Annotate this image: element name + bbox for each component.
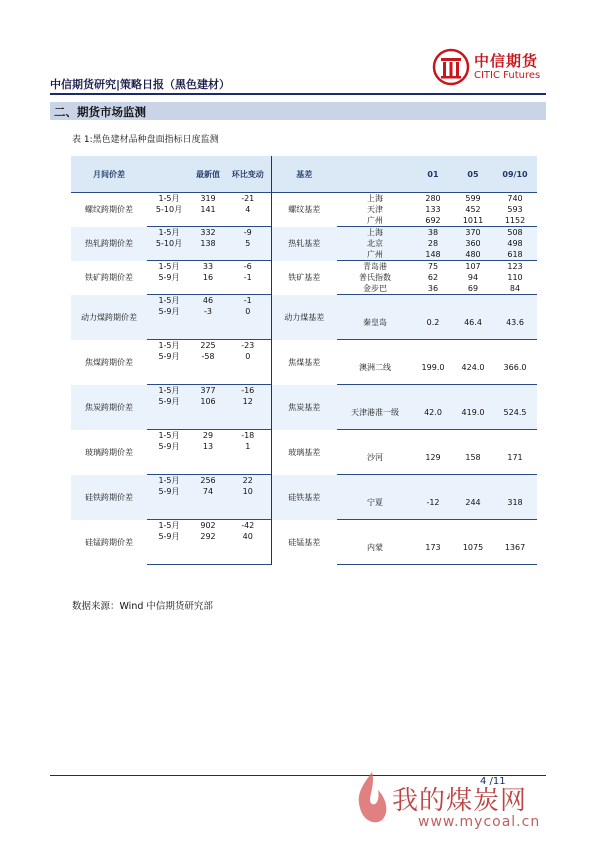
spread-change: -1 xyxy=(225,295,271,307)
basis-location: 澳洲二线 xyxy=(359,363,391,372)
basis-0910: 123 xyxy=(507,262,523,271)
basis-05 xyxy=(453,373,493,385)
basis-01 xyxy=(413,418,453,430)
basis-0910 xyxy=(493,475,537,487)
basis-location xyxy=(337,373,413,385)
spread-period: 1-5月 xyxy=(147,295,191,307)
basis-0910 xyxy=(493,351,537,362)
basis-01: 129 xyxy=(425,453,441,462)
basis-0910 xyxy=(493,553,537,565)
spread-change: -21 xyxy=(241,194,255,203)
monitor-table xyxy=(71,156,537,565)
basis-05: 69 xyxy=(453,283,493,295)
basis-01: 75 xyxy=(427,262,439,271)
basis-location: 普氏指数 xyxy=(359,273,391,282)
basis-location xyxy=(337,508,413,520)
spread-change: -1 xyxy=(243,273,252,282)
basis-0910 xyxy=(493,430,537,442)
basis-0910: 318 xyxy=(493,497,537,508)
spread-period: 5-10月 xyxy=(155,205,183,214)
spread-change xyxy=(225,463,271,475)
basis-0910: 498 xyxy=(493,238,537,249)
basis-name: 硅锰基差 xyxy=(271,520,337,565)
spread-latest xyxy=(191,508,225,520)
spread-period: 5-9月 xyxy=(147,396,191,407)
basis-05: 424.0 xyxy=(461,363,485,372)
basis-01: -12 xyxy=(413,497,453,508)
basis-name: 硅铁基差 xyxy=(271,475,337,520)
basis-05: 1075 xyxy=(462,543,484,552)
basis-0910: 524.5 xyxy=(493,407,537,418)
spread-latest: 225 xyxy=(200,341,216,350)
watermark-cn: 我的煤炭网 xyxy=(392,786,528,816)
basis-01: 0.2 xyxy=(413,317,453,328)
spread-period: 1-5月 xyxy=(158,262,180,271)
basis-01 xyxy=(413,441,453,452)
spread-latest xyxy=(191,328,225,340)
basis-01: 133 xyxy=(425,205,441,214)
table-row xyxy=(71,295,537,307)
spread-latest xyxy=(191,249,225,261)
basis-0910 xyxy=(493,486,537,497)
basis-01 xyxy=(413,553,453,565)
basis-location: 上海 xyxy=(337,227,413,239)
spread-change: 0 xyxy=(225,306,271,317)
col-header: 01 xyxy=(413,156,453,193)
basis-05: 452 xyxy=(465,205,481,214)
spread-name: 铁矿跨期价差 xyxy=(85,273,133,282)
basis-01 xyxy=(413,328,453,340)
spread-change: 22 xyxy=(225,475,271,487)
spread-name: 硅铁跨期价差 xyxy=(71,475,147,520)
page-number: 4 /11 xyxy=(480,776,506,787)
basis-05 xyxy=(453,351,493,362)
basis-01 xyxy=(413,486,453,497)
basis-location: 广州 xyxy=(337,249,413,261)
data-source-note: 数据来源：Wind 中信期货研究部 xyxy=(72,601,213,612)
basis-location: 青岛港 xyxy=(363,262,387,271)
mycoal-watermark xyxy=(352,768,582,838)
basis-05: 370 xyxy=(453,227,493,239)
basis-05 xyxy=(453,486,493,497)
spread-period: 5-9月 xyxy=(147,486,191,497)
basis-05 xyxy=(453,328,493,340)
spread-change xyxy=(225,553,271,565)
basis-05: 480 xyxy=(453,249,493,261)
basis-05 xyxy=(453,463,493,475)
spread-period xyxy=(147,249,191,261)
spread-latest: 256 xyxy=(191,475,225,487)
basis-0910: 110 xyxy=(507,273,523,282)
table-row xyxy=(71,430,537,442)
basis-01 xyxy=(413,475,453,487)
basis-05 xyxy=(453,508,493,520)
spread-latest: 16 xyxy=(202,273,214,282)
spread-change xyxy=(225,508,271,520)
basis-05 xyxy=(453,340,493,352)
basis-0910: 43.6 xyxy=(493,317,537,328)
basis-05 xyxy=(453,306,493,317)
spread-period xyxy=(147,497,191,508)
spread-period: 5-9月 xyxy=(158,352,180,361)
table-row xyxy=(71,261,537,273)
basis-location xyxy=(337,396,413,407)
table-header-row xyxy=(71,156,537,193)
basis-05: 599 xyxy=(465,194,481,203)
basis-01 xyxy=(413,430,453,442)
spread-latest: 29 xyxy=(202,431,214,440)
basis-location: 内蒙 xyxy=(367,543,383,552)
basis-01: 199.0 xyxy=(421,363,445,372)
spread-latest: 902 xyxy=(200,521,216,530)
basis-name: 铁矿基差 xyxy=(271,261,337,295)
basis-location: 秦皇岛 xyxy=(337,317,413,328)
spread-change xyxy=(225,317,271,328)
spread-name: 硅锰跨期价差 xyxy=(85,537,133,547)
spread-latest: 138 xyxy=(191,238,225,249)
basis-0910: 366.0 xyxy=(503,363,527,372)
table-row xyxy=(71,475,537,487)
basis-05 xyxy=(453,531,493,542)
spread-period xyxy=(147,463,191,475)
report-title: 中信期货研究|策略日报（黑色建材） xyxy=(50,78,231,91)
basis-location xyxy=(337,520,413,532)
spread-latest xyxy=(191,283,225,295)
spread-name: 焦炭跨期价差 xyxy=(71,385,147,430)
spread-latest: -58 xyxy=(201,352,215,361)
basis-name: 螺纹基差 xyxy=(271,193,337,227)
basis-0910 xyxy=(493,328,537,340)
spread-change: -23 xyxy=(241,341,255,350)
basis-0910: 1367 xyxy=(504,543,526,552)
basis-name: 动力煤基差 xyxy=(271,295,337,340)
basis-05 xyxy=(453,385,493,397)
basis-location xyxy=(337,463,413,475)
basis-location xyxy=(337,441,413,452)
spread-name: 焦煤跨期价差 xyxy=(85,357,133,367)
spread-change: -6 xyxy=(243,262,252,271)
spread-period xyxy=(147,553,191,565)
basis-0910 xyxy=(493,418,537,430)
basis-0910: 618 xyxy=(493,249,537,261)
spread-period xyxy=(147,508,191,520)
basis-0910: 740 xyxy=(507,194,523,203)
spread-change xyxy=(225,249,271,261)
basis-01 xyxy=(413,306,453,317)
basis-0910: 508 xyxy=(493,227,537,239)
basis-01: 42.0 xyxy=(413,407,453,418)
spread-change: 10 xyxy=(225,486,271,497)
basis-0910 xyxy=(493,373,537,385)
basis-01: 280 xyxy=(425,194,441,203)
basis-05: 360 xyxy=(453,238,493,249)
basis-01 xyxy=(413,340,453,352)
basis-05 xyxy=(453,520,493,532)
basis-05 xyxy=(453,553,493,565)
basis-0910: 593 xyxy=(507,205,523,214)
basis-0910: 171 xyxy=(507,453,523,462)
spread-period: 1-5月 xyxy=(147,385,191,397)
basis-01 xyxy=(413,351,453,362)
basis-name: 热轧基差 xyxy=(271,227,337,261)
basis-location xyxy=(337,328,413,340)
spread-change xyxy=(225,283,271,295)
spread-change: 1 xyxy=(245,442,251,451)
col-header: 月间价差 xyxy=(71,156,147,193)
basis-01: 692 xyxy=(413,215,453,227)
basis-0910 xyxy=(493,508,537,520)
basis-01 xyxy=(413,396,453,407)
watermark-url: www.mycoal.cn xyxy=(418,814,541,830)
spread-period: 1-5月 xyxy=(158,521,180,530)
spread-latest: 141 xyxy=(200,205,216,214)
basis-01: 173 xyxy=(425,543,441,552)
basis-location xyxy=(337,531,413,542)
logo-cn-text: 中信期货 xyxy=(474,52,539,70)
spread-latest: 33 xyxy=(202,262,214,271)
basis-location xyxy=(337,306,413,317)
spread-period xyxy=(147,418,191,430)
basis-location xyxy=(337,418,413,430)
basis-0910 xyxy=(493,306,537,317)
basis-01: 36 xyxy=(413,283,453,295)
spread-change xyxy=(225,497,271,508)
spread-name: 螺纹跨期价差 xyxy=(85,205,133,215)
basis-05 xyxy=(453,441,493,452)
citic-emblem-icon xyxy=(432,48,470,86)
basis-05 xyxy=(453,396,493,407)
spread-period: 1-5月 xyxy=(147,475,191,487)
basis-01 xyxy=(413,295,453,307)
basis-location: 上海 xyxy=(367,194,383,203)
spread-latest xyxy=(191,452,225,463)
basis-location xyxy=(337,475,413,487)
basis-location xyxy=(337,295,413,307)
spread-change: 5 xyxy=(225,238,271,249)
spread-period: 1-5月 xyxy=(158,194,180,203)
section-heading xyxy=(50,102,546,120)
header-divider xyxy=(50,93,546,95)
basis-location: 宁夏 xyxy=(337,497,413,508)
basis-05: 244 xyxy=(453,497,493,508)
table-row xyxy=(71,193,537,205)
basis-location: 天津港准一级 xyxy=(337,407,413,418)
basis-01: 28 xyxy=(413,238,453,249)
spread-latest xyxy=(191,407,225,418)
spread-latest: 319 xyxy=(200,194,216,203)
spread-change xyxy=(225,418,271,430)
basis-01 xyxy=(413,385,453,397)
spread-period: 5-9月 xyxy=(147,306,191,317)
spread-change xyxy=(225,362,271,373)
basis-05: 158 xyxy=(465,453,481,462)
spread-name: 热轧跨期价差 xyxy=(71,227,147,261)
spread-change: 12 xyxy=(225,396,271,407)
spread-name: 动力煤跨期价差 xyxy=(71,295,147,340)
spread-change xyxy=(225,452,271,463)
spread-period xyxy=(147,283,191,295)
spread-period xyxy=(147,328,191,340)
basis-location xyxy=(337,340,413,352)
spread-period xyxy=(147,407,191,418)
basis-05: 419.0 xyxy=(453,407,493,418)
basis-05: 107 xyxy=(465,262,481,271)
spread-latest xyxy=(191,497,225,508)
spread-period: 5-9月 xyxy=(158,273,180,282)
citic-logo xyxy=(432,48,550,86)
basis-location xyxy=(337,553,413,565)
basis-location: 沙河 xyxy=(367,453,383,462)
basis-0910 xyxy=(493,531,537,542)
basis-0910 xyxy=(493,385,537,397)
spread-period xyxy=(147,452,191,463)
spread-latest: 74 xyxy=(191,486,225,497)
spread-latest xyxy=(191,317,225,328)
spread-change: -42 xyxy=(241,521,255,530)
spread-change xyxy=(225,215,271,227)
spread-latest: 332 xyxy=(191,227,225,239)
table-row xyxy=(71,385,537,397)
basis-name: 玻璃基差 xyxy=(271,430,337,475)
basis-01 xyxy=(413,520,453,532)
spread-change xyxy=(225,328,271,340)
spread-latest: 46 xyxy=(191,295,225,307)
spread-period: 5-9月 xyxy=(158,532,180,541)
spread-latest xyxy=(191,553,225,565)
basis-location: 北京 xyxy=(337,238,413,249)
spread-change: -16 xyxy=(225,385,271,397)
basis-location: 广州 xyxy=(337,215,413,227)
spread-latest: 106 xyxy=(191,396,225,407)
spread-latest xyxy=(191,418,225,430)
spread-change: 4 xyxy=(245,205,251,214)
basis-01: 62 xyxy=(427,273,439,282)
basis-0910: 1152 xyxy=(493,215,537,227)
col-header xyxy=(337,156,413,193)
spread-period xyxy=(147,215,191,227)
basis-location xyxy=(337,430,413,442)
spread-period: 1-5月 xyxy=(147,227,191,239)
table-row xyxy=(71,340,537,352)
col-header: 05 xyxy=(453,156,493,193)
spread-period: 1-5月 xyxy=(158,341,180,350)
spread-change: 0 xyxy=(245,352,251,361)
spread-change: -18 xyxy=(241,431,255,440)
spread-change: -9 xyxy=(225,227,271,239)
basis-0910 xyxy=(493,396,537,407)
col-header: 最新值 xyxy=(191,156,225,193)
spread-name: 玻璃跨期价差 xyxy=(85,447,133,457)
basis-05 xyxy=(453,418,493,430)
basis-location: 天津 xyxy=(367,205,383,214)
spread-period xyxy=(147,542,191,553)
basis-0910 xyxy=(493,520,537,532)
basis-location xyxy=(337,486,413,497)
spread-latest xyxy=(191,362,225,373)
spread-latest: -3 xyxy=(191,306,225,317)
spread-latest xyxy=(191,542,225,553)
spread-change xyxy=(225,373,271,385)
table-row xyxy=(71,520,537,532)
basis-01 xyxy=(413,373,453,385)
basis-0910 xyxy=(493,463,537,475)
basis-0910 xyxy=(493,295,537,307)
col-header: 09/10 xyxy=(493,156,537,193)
basis-0910: 84 xyxy=(493,283,537,295)
spread-change xyxy=(225,542,271,553)
basis-0910 xyxy=(493,340,537,352)
spread-period: 1-5月 xyxy=(158,431,180,440)
basis-01 xyxy=(413,531,453,542)
spread-latest: 377 xyxy=(191,385,225,397)
basis-location xyxy=(337,385,413,397)
flame-icon xyxy=(352,768,392,830)
logo-en-text: CITIC Futures xyxy=(474,70,541,81)
spread-latest: 13 xyxy=(202,442,214,451)
spread-period: 5-10月 xyxy=(147,238,191,249)
basis-01: 38 xyxy=(413,227,453,239)
spread-period xyxy=(147,362,191,373)
spread-change xyxy=(225,407,271,418)
spread-change: 40 xyxy=(242,532,253,541)
basis-name: 焦炭基差 xyxy=(271,385,337,430)
col-header: 基差 xyxy=(271,156,337,193)
spread-period xyxy=(147,317,191,328)
basis-05 xyxy=(453,295,493,307)
spread-period xyxy=(147,373,191,385)
section-title: 二、期货市场监测 xyxy=(54,105,146,119)
col-header: 环比变动 xyxy=(225,156,271,193)
spread-latest xyxy=(191,373,225,385)
basis-01: 148 xyxy=(413,249,453,261)
basis-05: 94 xyxy=(467,273,479,282)
table-row xyxy=(71,227,537,239)
spread-latest xyxy=(191,215,225,227)
col-header xyxy=(147,156,191,193)
spread-latest xyxy=(191,463,225,475)
basis-0910 xyxy=(493,441,537,452)
basis-05: 1011 xyxy=(453,215,493,227)
basis-05 xyxy=(453,475,493,487)
table-caption: 表 1:黑色建材品种盘面指标日度监测 xyxy=(72,135,219,145)
basis-location: 金步巴 xyxy=(337,283,413,295)
basis-01 xyxy=(413,508,453,520)
spread-latest: 292 xyxy=(200,532,216,541)
spread-period: 5-9月 xyxy=(158,442,180,451)
basis-name: 焦煤基差 xyxy=(271,340,337,385)
basis-location xyxy=(337,351,413,362)
basis-05 xyxy=(453,430,493,442)
basis-05: 46.4 xyxy=(453,317,493,328)
basis-01 xyxy=(413,463,453,475)
